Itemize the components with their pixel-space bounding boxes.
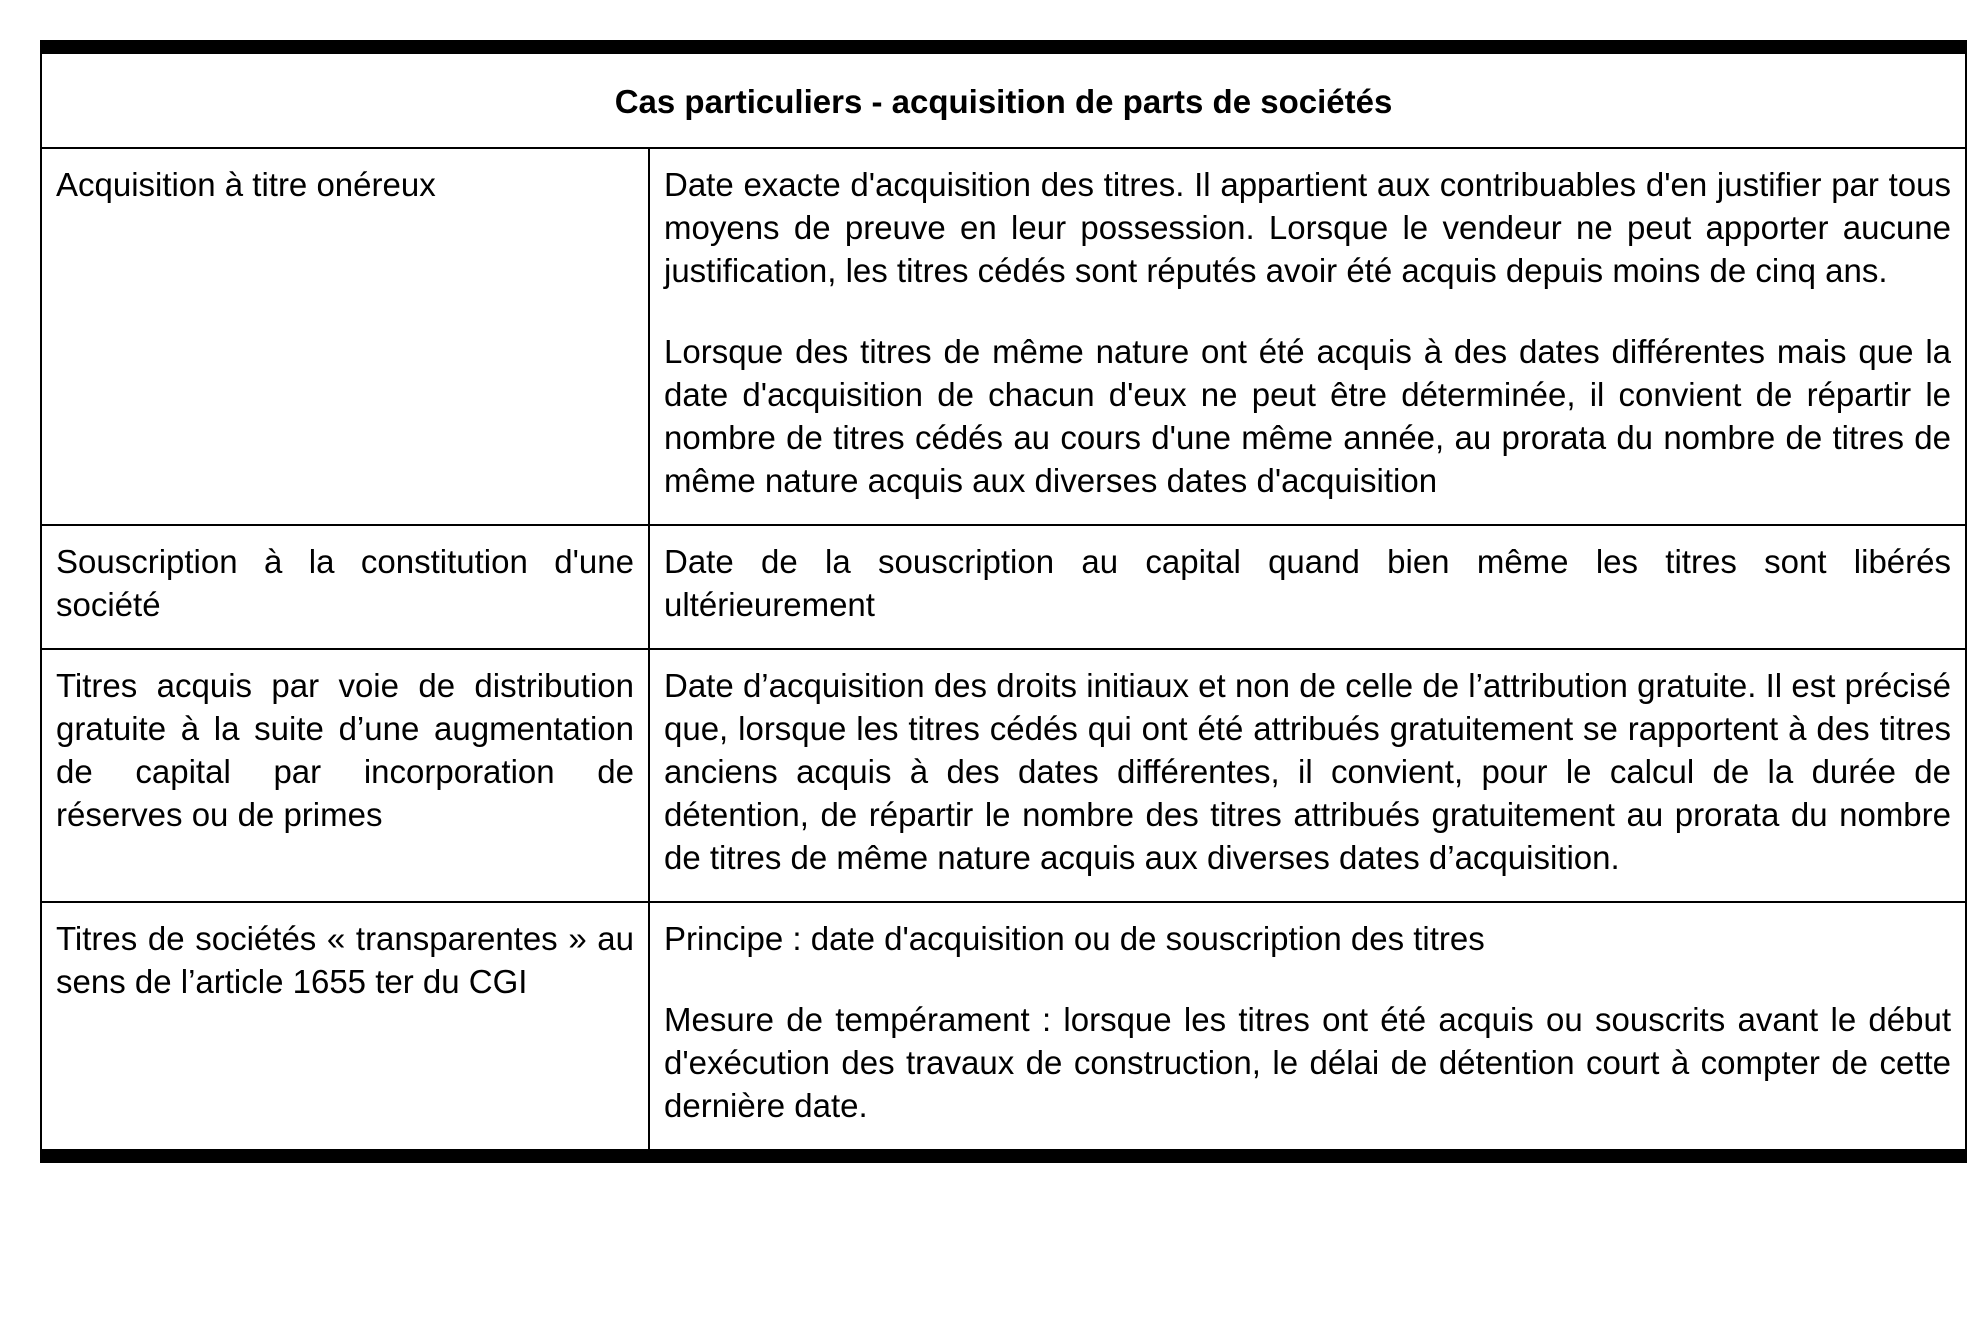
- description-paragraph: Principe : date d'acquisition ou de souscription des titres: [664, 920, 1485, 957]
- row-description: [649, 902, 1966, 1156]
- row-description: [649, 148, 1966, 525]
- table-row: [41, 649, 1966, 902]
- description-paragraph: Mesure de tempérament : lorsque les titres ont été acquis ou souscrits avant le début d'exécution des travaux de construction, le délai de détention court à compter de cette dernière date.: [664, 1001, 1952, 1124]
- description-paragraph: Date d’acquisition des droits initiaux et non de celle de l’attribution gratuite. Il est précisé que, lorsque les titres cédés qui ont été attribués gratuitement se rapportent à des titres anciens acquis à des dates différentes, il convient, pour le calcul de la durée de détention, de répartir le nombre des titres attribués gratuitement au prorata du nombre de titres de même nature acquis aux diverses dates d’acquisition.: [664, 667, 1952, 876]
- description-paragraph: Date de la souscription au capital quand bien même les titres sont libérés ultérieurement: [664, 543, 1952, 623]
- row-description: [649, 525, 1966, 649]
- table-title: Cas particuliers - acquisition de parts de sociétés: [41, 47, 1966, 148]
- row-label: Acquisition à titre onéreux: [41, 148, 649, 525]
- table-header-row: [41, 47, 1966, 148]
- description-paragraph: Lorsque des titres de même nature ont été acquis à des dates différentes mais que la date d'acquisition de chacun d'eux ne peut être déterminée, il convient de répartir le nombre de titres cédés au cours d'une même année, au prorata du nombre de titres de même nature acquis aux diverses dates d'acquisition: [664, 333, 1952, 499]
- table-row: [41, 902, 1966, 1156]
- table-row: [41, 525, 1966, 649]
- row-label: Titres de sociétés « transparentes » au sens de l’article 1655 ter du CGI: [41, 902, 649, 1156]
- acquisition-table: [40, 40, 1967, 1163]
- row-label: Souscription à la constitution d'une société: [41, 525, 649, 649]
- description-paragraph: Date exacte d'acquisition des titres. Il appartient aux contribuables d'en justifier par tous moyens de preuve en leur possession. Lorsque le vendeur ne peut apporter aucune justification, les titres cédés sont réputés avoir été acquis depuis moins de cinq ans.: [664, 166, 1952, 289]
- row-description: [649, 649, 1966, 902]
- row-label: Titres acquis par voie de distribution gratuite à la suite d’une augmentation de capital par incorporation de réserves ou de primes: [41, 649, 649, 902]
- table-row: [41, 148, 1966, 525]
